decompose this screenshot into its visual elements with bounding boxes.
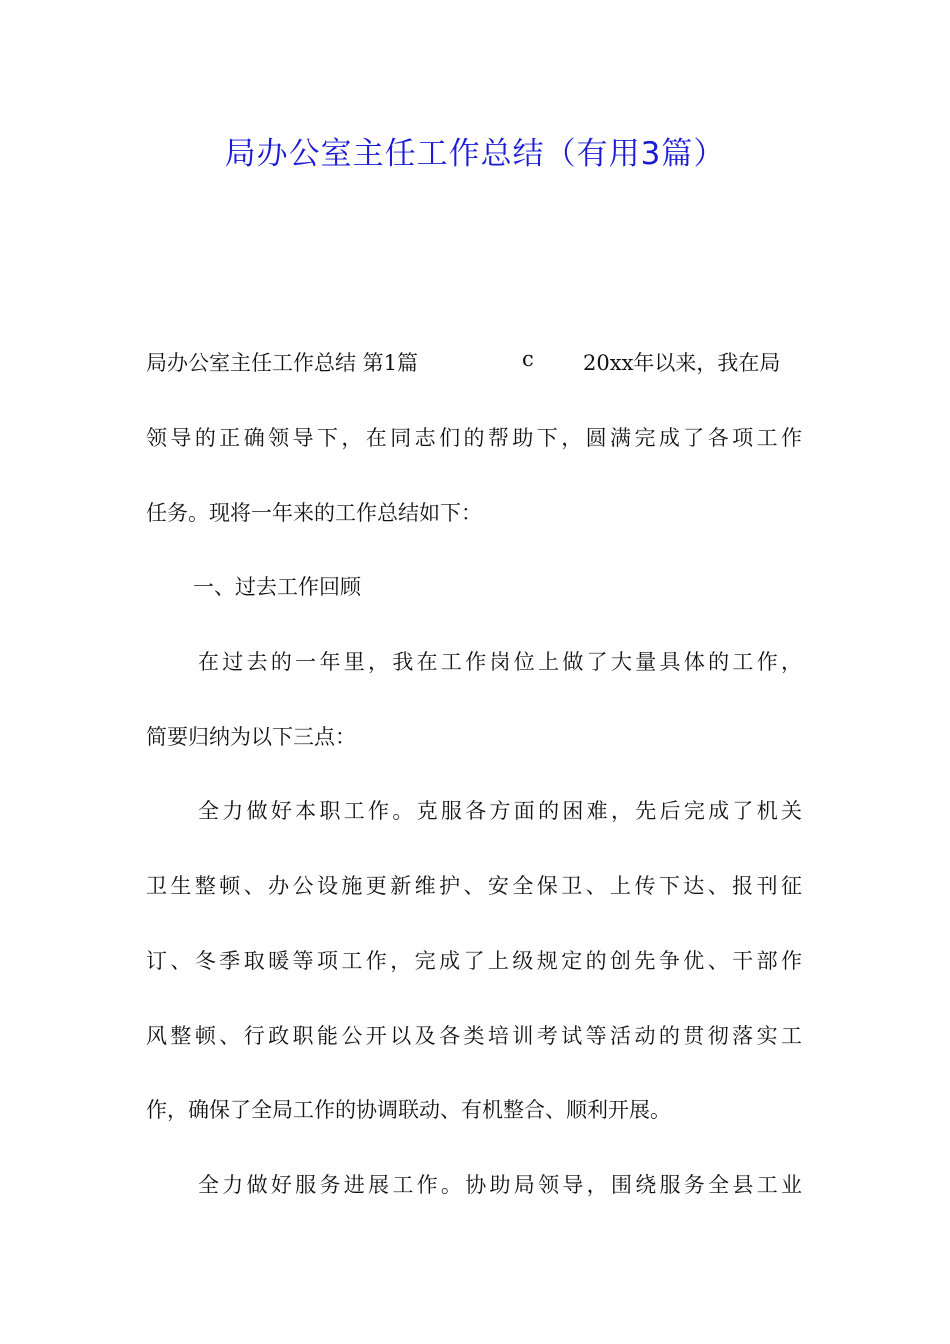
paragraph-line: 任务。现将一年来的工作总结如下： <box>146 501 482 525</box>
paragraph-line: 作，确保了全局工作的协调联动、有机整合、顺利开展。 <box>146 1098 671 1122</box>
document-title: 局办公室主任工作总结（有用3篇） <box>224 136 726 172</box>
intro-text: 20xx年以来，我在局 <box>583 351 781 375</box>
intro-line <box>146 347 802 377</box>
section-heading: 一、过去工作回顾 <box>193 575 361 599</box>
paragraph-line: 简要归纳为以下三点： <box>146 725 356 749</box>
section-heading: 局办公室主任工作总结 第1篇 <box>146 351 419 375</box>
paragraph-line: 在过去的一年里，我在工作岗位上做了大量具体的工作， <box>198 650 802 674</box>
paragraph-line: 领导的正确领导下，在同志们的帮助下，圆满完成了各项工作 <box>146 426 802 450</box>
paragraph-line: 全力做好服务进展工作。协助局领导，围绕服务全县工业 <box>198 1173 802 1197</box>
paragraph-line: 风整顿、行政职能公开以及各类培训考试等活动的贯彻落实工 <box>146 1024 802 1048</box>
paragraph-line: 卫生整顿、办公设施更新维护、安全保卫、上传下达、报刊征 <box>146 874 802 898</box>
paragraph-line: 订、冬季取暖等项工作，完成了上级规定的创先争优、干部作 <box>146 949 802 973</box>
paragraph-line: 全力做好本职工作。克服各方面的困难，先后完成了机关 <box>198 799 802 823</box>
intro-marker: c <box>522 347 534 371</box>
